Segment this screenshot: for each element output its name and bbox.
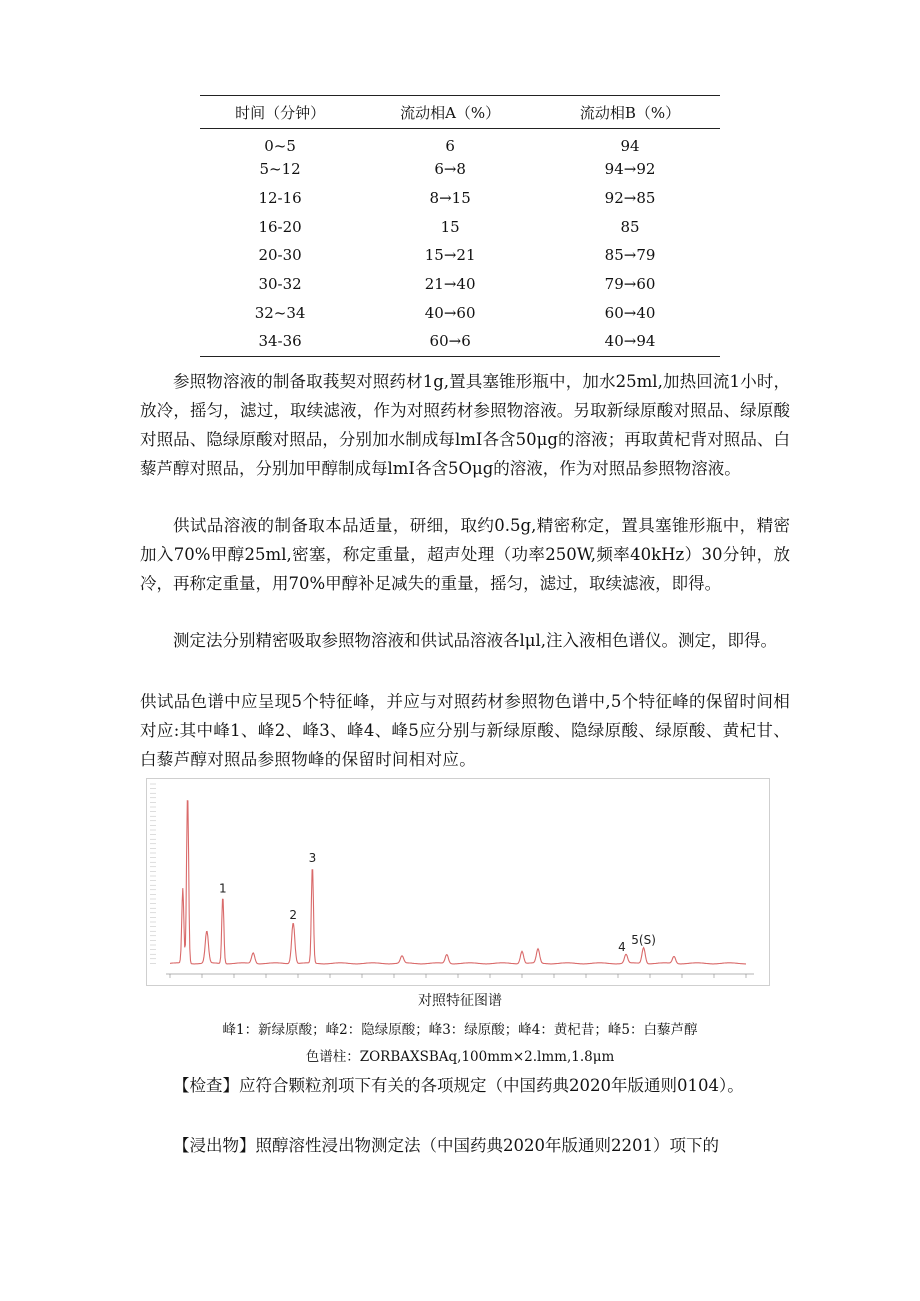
requirement-paragraph: 供试品色谱中应呈现5个特征峰，并应与对照药材参照物色谱中,5个特征峰的保留时间相对应:其中峰1、峰2、峰3、峰4、峰5应分别与新绿原酸、隐绿原酸、绿原酸、黄杞甘、白藜芦醇对照品参照物峰的保留时间相对应。 bbox=[140, 692, 790, 769]
peak-label: 4 bbox=[618, 940, 626, 955]
cell-b: 94 bbox=[620, 137, 640, 155]
cell-b: 92→85 bbox=[604, 189, 656, 208]
chromatogram-chart bbox=[146, 778, 770, 986]
table-header-row bbox=[200, 96, 720, 129]
cell-time: 12-16 bbox=[258, 189, 302, 208]
peak-label: 2 bbox=[289, 908, 298, 923]
cell-b: 94→92 bbox=[604, 160, 656, 179]
sample-solution-paragraph: 供试品溶液的制备取本品适量，研细，取约0.5g,精密称定，置具塞锥形瓶中，精密加入70%甲醇25ml,密塞，称定重量，超声处理（功率250W,频率40kHz）30分钟，放冷，再称定重量，用70%甲醇补足减失的重量，摇匀，滤过，取续滤液，即得。 bbox=[140, 516, 790, 593]
table-row bbox=[200, 129, 720, 156]
table-row bbox=[200, 270, 720, 299]
extract-paragraph: 【浸出物】照醇溶性浸出物测定法（中国药典2020年版通则2201）项下的 bbox=[173, 1136, 719, 1155]
chart-frame bbox=[147, 779, 770, 986]
cell-time: 32~34 bbox=[254, 303, 306, 322]
reference-solution-paragraph: 参照物溶液的制备取莪契对照药材1g,置具塞锥形瓶中，加水25ml,加热回流1小时，放冷，摇匀，滤过，取续滤液，作为对照药材参照物溶液。另取新绿原酸对照品、绿原酸对照品、隐绿原酸对照品，分别加水制成每lmI各含50μg的溶液；再取黄杞背对照品、白藜芦醇对照品，分别加甲醇制成每lmI各含5Oμg的溶液，作为对照品参照物溶液。 bbox=[140, 372, 790, 478]
peak-label: 3 bbox=[308, 851, 317, 866]
cell-time: 30-32 bbox=[258, 275, 302, 294]
inspection-paragraph: 【检查】应符合颗粒剂项下有关的各项规定（中国药典2020年版通则0104）。 bbox=[173, 1076, 744, 1095]
cell-b: 79→60 bbox=[604, 275, 656, 294]
peak-label: 5(S) bbox=[631, 932, 656, 947]
cell-a: 40→60 bbox=[424, 303, 476, 322]
cell-a: 60→6 bbox=[360, 327, 540, 356]
table-row bbox=[200, 184, 720, 213]
column-info: 色谱柱：ZORBAXSBAq,100mm×2.lmm,1.8μm bbox=[305, 1049, 615, 1065]
figure-legend: 峰1：新绿原酸；峰2：隐绿原酸；峰3：绿原酸；峰4：黄杞昔；峰5：白藜芦醇 bbox=[222, 1022, 698, 1038]
cell-time: 16-20 bbox=[258, 217, 302, 236]
cell-time: 20-30 bbox=[258, 246, 302, 265]
table-row bbox=[200, 241, 720, 270]
cell-time: 0~5 bbox=[264, 137, 296, 155]
gradient-table bbox=[200, 95, 720, 357]
cell-b: 40→94 bbox=[540, 327, 720, 356]
cell-a: 21→40 bbox=[424, 275, 476, 294]
table-row bbox=[200, 212, 720, 241]
cell-time: 5~12 bbox=[259, 160, 301, 179]
cell-a: 15→21 bbox=[424, 246, 476, 265]
cell-time: 34-36 bbox=[200, 327, 360, 356]
cell-b: 85 bbox=[620, 217, 640, 236]
cell-a: 6→8 bbox=[434, 160, 466, 179]
header-time: 时间（分钟） bbox=[200, 96, 360, 129]
cell-a: 6 bbox=[445, 137, 455, 155]
table-row bbox=[200, 155, 720, 184]
cell-b: 85→79 bbox=[604, 246, 656, 265]
cell-b: 60→40 bbox=[604, 303, 656, 322]
cell-a: 15 bbox=[440, 217, 460, 236]
table-row bbox=[200, 327, 720, 356]
header-phase-b: 流动相B（%） bbox=[540, 96, 720, 129]
figure-title: 对照特征图谱 bbox=[418, 993, 502, 1009]
assay-paragraph: 测定法分别精密吸取参照物溶液和供试品溶液各lμl,注入液相色谱仪。测定，即得。 bbox=[173, 631, 778, 650]
header-phase-a: 流动相A（%） bbox=[360, 96, 540, 129]
table-row bbox=[200, 298, 720, 327]
cell-a: 8→15 bbox=[429, 189, 471, 208]
peak-label: 1 bbox=[218, 881, 227, 896]
